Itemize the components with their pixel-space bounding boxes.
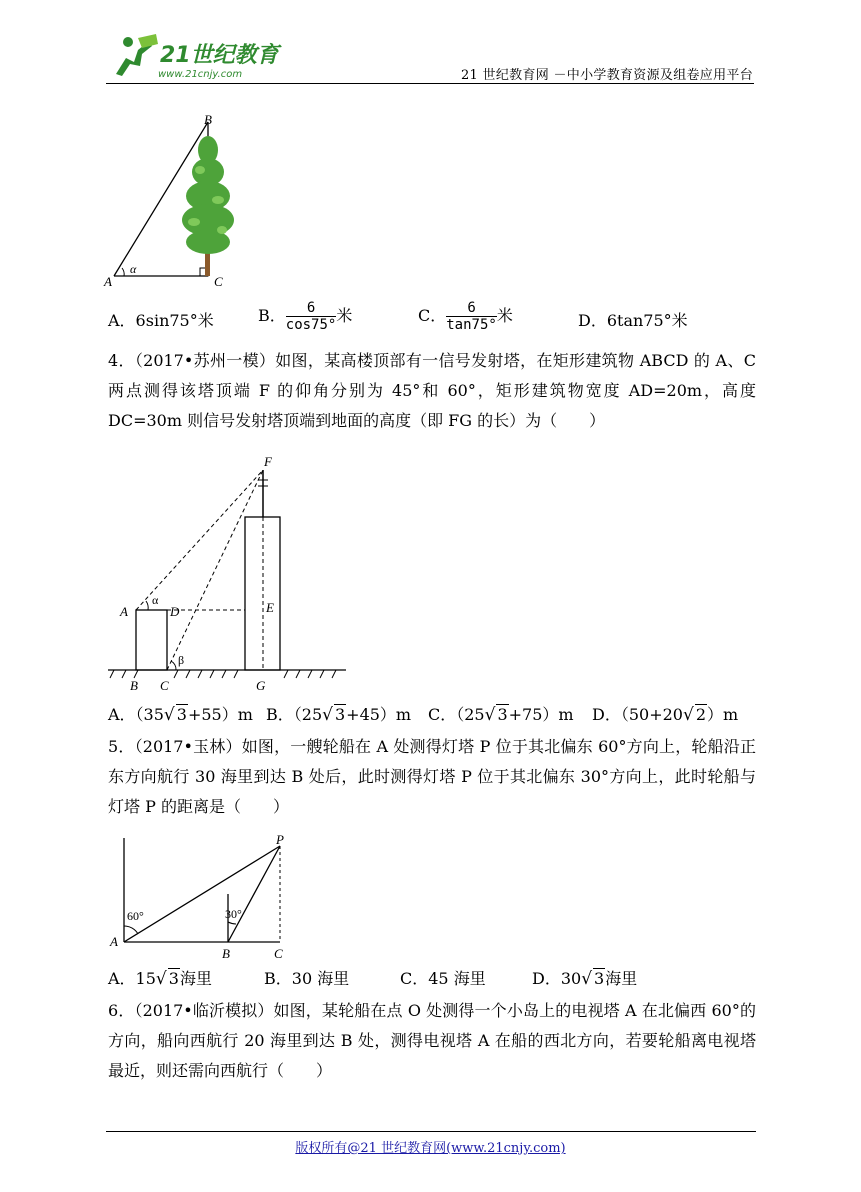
q4-option-c: C．（25√ 3+75）m	[428, 705, 574, 725]
figure-ship	[108, 834, 308, 962]
q3-option-c: C． $\frac{6}{\tan 75^\circ}$ 米	[418, 300, 513, 333]
label-angle-60: 60°	[127, 909, 144, 923]
q4-option-d: D．（50+20√ 2）m	[592, 705, 739, 725]
label-A: A	[104, 274, 112, 289]
header-divider	[106, 83, 754, 84]
logo-url: www.21cnjy.com	[158, 69, 243, 80]
q3-option-d: D．6tan75°米	[578, 311, 688, 330]
question-4: 4．（2017•苏州一模）如图，某高楼顶部有一信号发射塔，在矩形建筑物 ABCD 的 A、C 两点测得该塔顶端 F 的仰角分别为 45°和 60°，矩形建筑物宽度 AD=20m，高度 DC=30m 则信号发射塔顶端到地面的高度（即 FG 的长）为（ ）	[108, 351, 756, 430]
label-B: B	[130, 678, 138, 693]
q4-option-b: B．（25√ 3+45）m	[266, 705, 412, 725]
label-G: G	[256, 678, 266, 693]
q5-option-b: B．30 海里	[264, 969, 350, 988]
label-E: E	[266, 600, 274, 615]
label-C: C	[160, 678, 169, 693]
label-alpha: α	[152, 593, 159, 607]
figure-tree	[100, 110, 250, 290]
tree-foliage	[182, 136, 234, 254]
logo-text: 21世纪教育	[160, 43, 279, 68]
label-B: B	[204, 112, 212, 127]
footer-divider	[106, 1131, 756, 1132]
label-C: C	[214, 274, 223, 289]
footer-copyright-link[interactable]: 版权所有@21 世纪教育网(www.21cnjy.com)	[295, 1141, 566, 1156]
label-D: D	[170, 604, 180, 619]
label-A: A	[120, 604, 128, 619]
q3-option-a: A．6sin75°米	[108, 311, 214, 330]
q5-option-d: D．30√ 3海里	[532, 969, 638, 989]
label-C: C	[274, 946, 283, 961]
q4-option-a: A．（35√ 3+55）m	[108, 705, 253, 725]
header-site-title: 21 世纪教育网 －中小学教育资源及组卷应用平台	[460, 68, 753, 83]
label-beta: β	[178, 653, 185, 667]
label-A: A	[110, 934, 118, 949]
label-angle-30: 30°	[225, 907, 242, 921]
label-alpha: α	[130, 262, 137, 276]
figure-tower	[108, 452, 348, 694]
question-6: 6．（2017•临沂模拟）如图，某轮船在点 O 处测得一个小岛上的电视塔 A 在北偏西 60°的方向，船向西航行 20 海里到达 B 处，测得电视塔 A 在船的西北方向，若要轮船离电视塔最近，则还需向西航行（ ）	[108, 1001, 756, 1080]
q5-option-a: A．15√ 3海里	[108, 969, 212, 989]
label-P: P	[276, 834, 284, 847]
q5-option-c: C．45 海里	[400, 969, 486, 988]
label-B: B	[222, 946, 230, 961]
q3-option-b: B． $\frac{6}{\cos 75^\circ}$ 米	[258, 300, 353, 333]
runner-icon	[116, 34, 158, 76]
site-logo	[108, 32, 288, 82]
label-F: F	[264, 454, 272, 469]
question-5: 5．（2017•玉林）如图，一艘轮船在 A 处测得灯塔 P 位于其北偏东 60°方向上，轮船沿正东方向航行 30 海里到达 B 处后，此时测得灯塔 P 位于其北偏东 30°方向上，此时轮船与灯塔 P 的距离是（ ）	[108, 737, 756, 816]
